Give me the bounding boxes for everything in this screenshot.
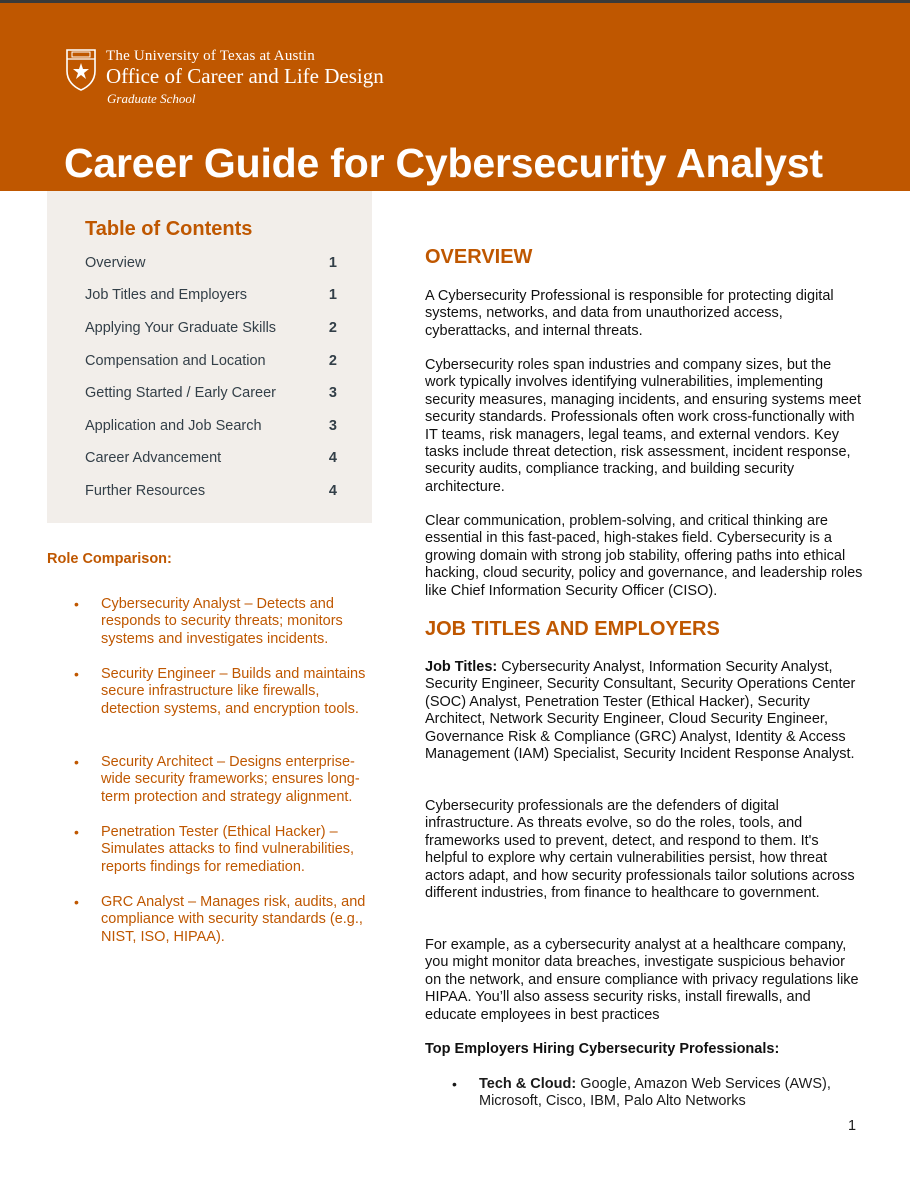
toc-item-page: 2	[328, 353, 337, 369]
page-number: 1	[848, 1118, 857, 1134]
job-titles-heading: JOB TITLES AND EMPLOYERS	[425, 618, 720, 640]
jobs-paragraph-3: For example, as a cybersecurity analyst at a healthcare company, you might monitor data breaches, investigate suspicious behavior on the network, and ensure compliance with privacy regulations like HIPAA. You’ll also assess security risks, install firewalls, and educate employees in best practices	[425, 937, 859, 1023]
toc-item-label: Compensation and Location	[85, 353, 266, 369]
job-titles-paragraph	[425, 659, 865, 763]
bullet-icon: •	[452, 1076, 457, 1092]
toc-item-label: Overview	[85, 255, 146, 271]
toc-item-page: 4	[328, 450, 337, 466]
toc-item-resources[interactable]	[85, 483, 337, 503]
role-item: Security Architect – Designs enterprise-wide security frameworks; ensures long-term protection and strategy alignment.	[101, 754, 360, 805]
office-name: Office of Career and Life Design	[106, 64, 384, 88]
ut-seal-icon	[64, 47, 98, 91]
employers-heading: Top Employers Hiring Cybersecurity Professionals:	[425, 1041, 780, 1057]
role-item: Penetration Tester (Ethical Hacker) – Simulates attacks to find vulnerabilities, reports findings for remediation.	[101, 824, 355, 875]
job-titles-list: Cybersecurity Analyst, Information Security Analyst, Security Engineer, Security Consultant, Security Operations Center (SOC) Analyst, Penetration Tester (Ethical Hacker), Security Architect, Network Security Engineer, Cloud Security Engineer, Governance Risk & Compliance (GRC) Analyst, Identity & Access Management (IAM) Specialist, Security Incident Response Analyst.	[425, 659, 856, 763]
toc-item-page: 3	[328, 418, 337, 434]
toc-item-label: Application and Job Search	[85, 418, 262, 434]
jobs-paragraph-2: Cybersecurity professionals are the defenders of digital infrastructure. As threats evolve, so do the roles, tools, and frameworks used to prevent, detect, and respond to them. It's helpful to explore why certain vulnerabilities persist, how threat actors adapt, and how security professionals tailor solutions across different industries, from finance to healthcare to government.	[425, 798, 855, 902]
toc-item-overview[interactable]	[85, 255, 337, 275]
role-item: Cybersecurity Analyst – Detects and responds to security threats; monitors systems and investigates incidents.	[101, 596, 343, 647]
bullet-icon: •	[74, 824, 79, 840]
role-item: Security Engineer – Builds and maintains secure infrastructure like firewalls, detection systems, and encryption tools.	[101, 666, 366, 717]
role-item: GRC Analyst – Manages risk, audits, and compliance with security standards (e.g., NIST, ISO, HIPAA).	[101, 894, 366, 945]
toc-item-page: 2	[328, 320, 337, 336]
table-of-contents	[47, 191, 372, 523]
page-header	[0, 3, 910, 191]
employer-item	[479, 1076, 879, 1111]
toc-item-page: 1	[328, 255, 337, 271]
school-name: Graduate School	[107, 91, 196, 106]
toc-item-label: Getting Started / Early Career	[85, 385, 276, 401]
toc-item-label: Applying Your Graduate Skills	[85, 320, 277, 336]
overview-paragraph-2: Cybersecurity roles span industries and company sizes, but the work typically involves identifying vulnerabilities, implementing security measures, managing incidents, and ensuring systems meet security standards. Professionals often work cross-functionally with IT teams, risk managers, legal teams, and external vendors. Key tasks include threat detection, risk assessment, incident response, security audits, compliance tracking, and building security architecture.	[425, 357, 862, 495]
toc-item-advancement[interactable]	[85, 450, 337, 470]
job-titles-label: Job Titles:	[425, 659, 498, 675]
toc-item-page: 1	[328, 287, 337, 303]
toc-heading: Table of Contents	[85, 218, 253, 240]
toc-item-getting-started[interactable]	[85, 385, 337, 405]
page-title: Career Guide for Cybersecurity Analyst	[64, 140, 823, 186]
bullet-icon: •	[74, 894, 79, 910]
toc-item-compensation[interactable]	[85, 353, 337, 373]
overview-paragraph-1: A Cybersecurity Professional is responsible for protecting digital systems, networks, and data from unauthorized access, cyberattacks, and internal threats.	[425, 288, 834, 339]
toc-item-job-search[interactable]	[85, 418, 337, 438]
toc-item-label: Job Titles and Employers	[85, 287, 247, 303]
toc-item-page: 3	[328, 385, 337, 401]
toc-item-page: 4	[328, 483, 337, 499]
university-name: The University of Texas at Austin	[106, 48, 315, 64]
bullet-icon: •	[74, 754, 79, 770]
toc-item-job-titles[interactable]	[85, 287, 337, 307]
toc-item-label: Career Advancement	[85, 450, 222, 466]
overview-paragraph-3: Clear communication, problem-solving, and critical thinking are essential in this fast-paced, high-stakes field. Cybersecurity is a growing domain with strong job stability, offering paths into ethical hacking, cloud security, policy and governance, and leadership roles like Chief Information Security Officer (CISO).	[425, 513, 863, 599]
toc-item-label: Further Resources	[85, 483, 206, 499]
overview-heading: OVERVIEW	[425, 246, 533, 268]
toc-item-graduate-skills[interactable]	[85, 320, 337, 340]
bullet-icon: •	[74, 596, 79, 612]
employer-list: Google, Amazon Web Services (AWS), Microsoft, Cisco, IBM, Palo Alto Networks	[479, 1076, 831, 1110]
bullet-icon: •	[74, 666, 79, 682]
employer-category: Tech & Cloud:	[479, 1076, 577, 1092]
role-comparison-heading: Role Comparison:	[47, 551, 172, 567]
